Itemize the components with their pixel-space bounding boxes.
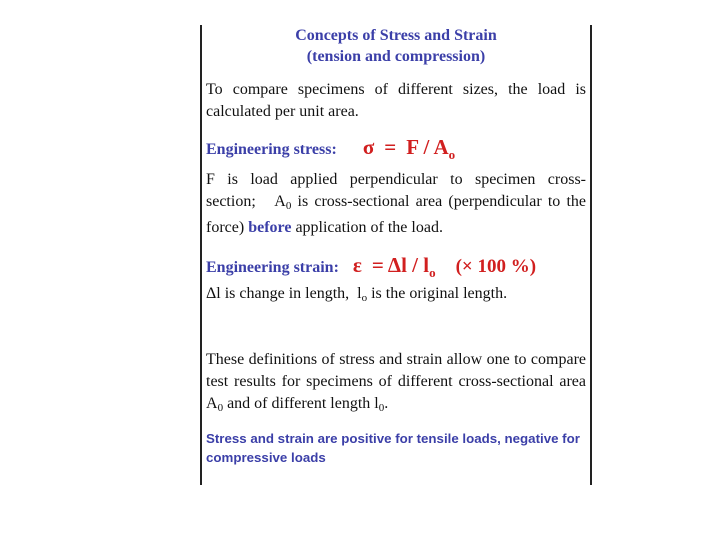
stress-equals: = [384,135,397,159]
definitions-paragraph [206,349,586,419]
stress-desc-part3: application of the load. [295,219,443,237]
definitions-length-subscript: 0 [378,402,385,415]
definitions-area-subscript: 0 [217,402,224,415]
length-symbol: l [357,285,362,303]
sign-convention-note: Stress and strain are positive for tensile loads, negative for compressive loads [206,431,580,466]
strain-label: Engineering strain: [206,259,339,277]
stress-desc-part1: F is load applied perpendicular to specimen cross-section; [206,171,586,211]
title-line-1: Concepts of Stress and Strain [295,27,497,44]
stress-formula-subscript: o [448,147,456,163]
stress-label: Engineering stress: [206,141,337,158]
stress-description [206,169,586,239]
definitions-part2: and of different length l [227,395,379,413]
document-panel [200,25,592,485]
strain-symbol: ε [352,253,362,278]
stress-symbol: σ [362,135,375,159]
stress-formula [406,135,455,163]
area-subscript: 0 [285,200,292,213]
title-line-2: (tension and compression) [306,48,486,65]
intro-paragraph: To compare specimens of different sizes, the load is calculated per unit area. [206,81,586,120]
stress-equation-row [206,135,586,163]
strain-formula-main: = Δl / l [371,253,430,278]
strain-description [206,283,586,309]
strain-desc-part2: is the original length. [371,285,508,303]
definitions-part1: These definitions of stress and strain allow one to compare test results for specimens of different cross-sectional area A [206,351,586,413]
document-title [206,25,586,67]
strain-formula [372,253,436,281]
strain-formula-subscript: o [429,265,436,281]
stress-formula-main: F / A [406,135,449,159]
before-highlight: before [248,219,292,237]
strain-percent: (× 100 %) [455,256,537,278]
strain-desc-part1: Δl is change in length, [206,285,350,303]
length-subscript: o [361,292,368,305]
strain-equation-row [206,253,586,281]
definitions-part3: . [384,395,389,413]
area-symbol: A [274,193,286,211]
stress-desc-part2: is cross-sectional area (perpendicular to the force) [206,193,587,237]
